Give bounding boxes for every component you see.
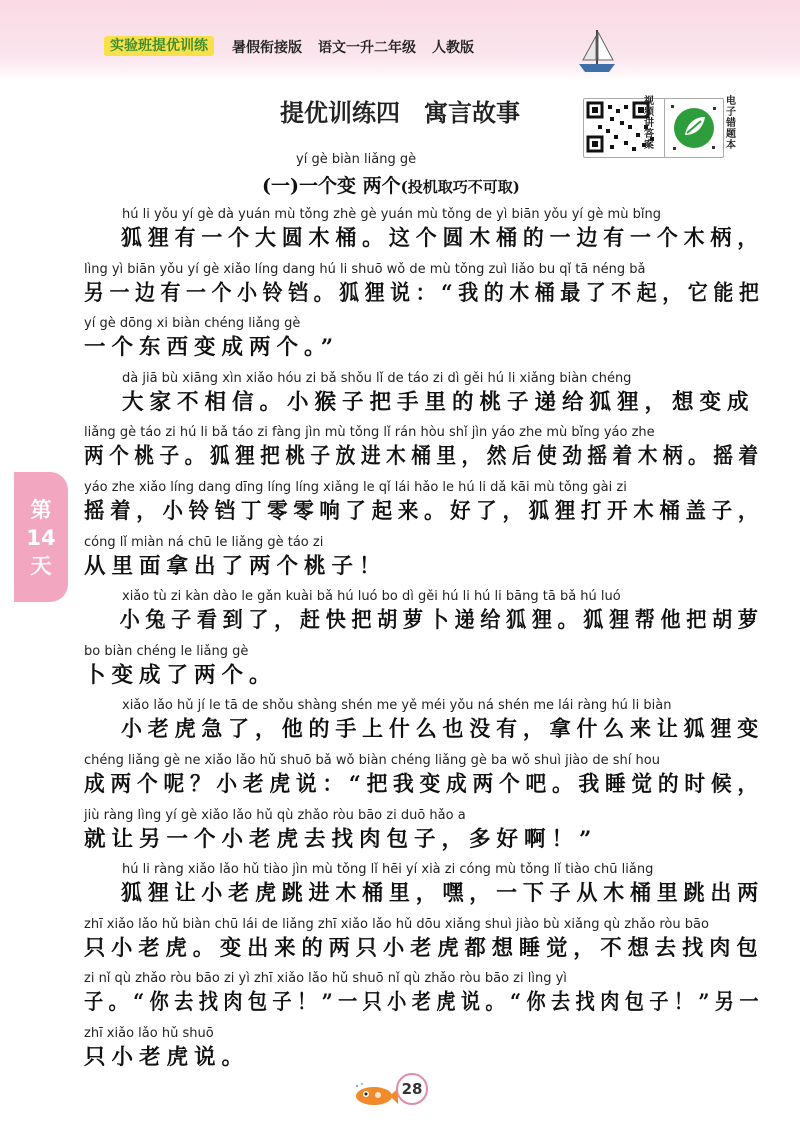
hanzi-line: 就让另一个小老虎去找肉包子，多好啊！”: [84, 826, 598, 852]
sailboat-icon: [575, 28, 619, 74]
pinyin-line: cóng lǐ miàn ná chū le liǎng gè táo zi: [84, 534, 324, 550]
story-line: [84, 479, 764, 527]
hanzi-line: 摇着，小铃铛丁零零响了起来。好了，狐狸打开木桶盖子，: [84, 499, 765, 524]
pinyin-line: hú li ràng xiǎo lǎo hǔ tiào jìn mù tǒng lǐ hēi yí xià zi cóng mù tǒng lǐ tiào chū liǎng: [122, 862, 654, 878]
story-line: [84, 261, 764, 309]
story-subtitle: [262, 171, 520, 198]
series-badge: 实验班提优训练: [104, 36, 214, 56]
pinyin-line: xiǎo lǎo hǔ jí le tā de shǒu shàng shén me yě méi yǒu ná shén me lái ràng hú li biàn: [122, 698, 672, 714]
pinyin-line: chéng liǎng gè ne xiǎo lǎo hǔ shuō bǎ wǒ biàn chéng liǎng gè ba wǒ shuì jiào de shí hou: [84, 753, 660, 768]
page-number: 28: [396, 1073, 428, 1105]
header-edition: 暑假衔接版: [232, 40, 302, 56]
page-title: 提优训练四 寓言故事: [280, 99, 520, 127]
pinyin-line: xiǎo tù zi kàn dào le gǎn kuài bǎ hú luó bo dì gěi hú li hú li bāng tā bǎ hú luó: [122, 589, 621, 605]
subtitle-text: (一)一个变 两个: [262, 175, 401, 197]
hanzi-line: 狐狸有一个大圆木桶。这个圆木桶的一边有一个木柄，: [121, 226, 765, 251]
header-subject: 语文一升二年级: [318, 40, 416, 56]
qr-label-error-book: 电 子 错 题 本: [726, 96, 736, 151]
hanzi-line: 子。“你去找肉包子！”一只小老虎说。“你去找肉包子！”另一: [84, 990, 764, 1016]
pinyin-line: hú li yǒu yí gè dà yuán mù tǒng zhè gè yuán mù tǒng de yì biān yǒu yí gè mù bǐng: [122, 207, 661, 222]
story-line: [84, 315, 764, 363]
green-leaf-icon: [665, 99, 723, 157]
hanzi-line: 狐狸让小老虎跳进木桶里，嘿，一下子从木桶里跳出两: [121, 881, 765, 907]
hanzi-line: 大家不相信。小猴子把手里的桃子递给狐狸，想变成: [122, 389, 755, 415]
story-line: [84, 424, 764, 472]
pinyin-line: dà jiā bù xiāng xìn xiǎo hóu zi bǎ shǒu lǐ de táo zi dì gěi hú li xiǎng biàn chéng: [122, 370, 632, 386]
hanzi-line: 另一边有一个小铃铛。狐狸说：“我的木桶最了不起，它能把: [84, 280, 765, 306]
subtitle-note: (投机取巧不可取): [400, 178, 520, 196]
hanzi-line: 小兔子看到了，赶快把胡萝卜递给狐狸。狐狸帮他把胡萝: [119, 608, 764, 634]
qr-label-video: 视 频 讲 答 案: [644, 96, 654, 151]
story-line: [84, 970, 764, 1018]
story-line: [84, 861, 764, 909]
qr-code-video[interactable]: [583, 98, 671, 158]
story-line: [84, 206, 764, 254]
pinyin-line: yí gè dōng xi biàn chéng liǎng gè: [84, 316, 301, 332]
pinyin-line: bo biàn chéng le liǎng gè: [84, 643, 249, 659]
story-line: [84, 752, 764, 800]
pinyin-line: liǎng gè táo zi hú li bǎ táo zi fàng jìn mù tǒng lǐ rán hòu shǐ jìn yáo zhe mù bǐng yáo zhe: [84, 425, 655, 441]
hanzi-line: 只小老虎说。: [84, 1045, 250, 1070]
pinyin-line: yáo zhe xiǎo líng dang dīng líng líng xiǎng le qǐ lái hǎo le hú li dǎ kāi mù tǒng gài zi: [84, 480, 627, 495]
fish-submarine-icon: [352, 1082, 398, 1108]
hanzi-line: 一个东西变成两个。”: [84, 335, 340, 361]
story-line: [84, 643, 764, 691]
story-line: [84, 1025, 764, 1073]
pinyin-line: zi nǐ qù zhǎo ròu bāo zi yì zhī xiǎo lǎo hǔ shuō nǐ qù zhǎo ròu bāo zi lìng yì: [84, 971, 567, 987]
hanzi-line: 两个桃子。狐狸把桃子放进木桶里，然后使劲摇着木柄。摇着: [84, 444, 764, 470]
qr-code-icon: [584, 99, 670, 157]
hanzi-line: 卜变成了两个。: [84, 662, 277, 688]
hanzi-line: 小老虎急了，他的手上什么也没有，拿什么来让狐狸变: [121, 717, 765, 743]
pinyin-line: lìng yì biān yǒu yí gè xiǎo líng dang hú li shuō wǒ de mù tǒng zuì liǎo bu qǐ tā néng bǎ: [84, 261, 646, 277]
pinyin-line: zhī xiǎo lǎo hǔ biàn chū lái de liǎng zhī xiǎo lǎo hǔ dōu xiǎng shuì jiào bù xiǎng qù zhǎo ròu bāo: [84, 916, 709, 932]
story-line: [84, 807, 764, 855]
story-line: [84, 588, 764, 636]
hanzi-line: 只小老虎。变出来的两只小老虎都想睡觉，不想去找肉包: [84, 935, 764, 961]
pinyin-line: zhī xiǎo lǎo hǔ shuō: [84, 1026, 214, 1041]
header-publisher: 人教版: [432, 40, 474, 56]
day-label: 第 14 天: [26, 498, 56, 578]
subtitle-pinyin: yí gè biàn liǎng gè: [296, 152, 417, 167]
story-line: [84, 697, 764, 745]
story-line: [84, 370, 764, 418]
pinyin-line: jiù ràng lìng yí gè xiǎo lǎo hǔ qù zhǎo ròu bāo zi duō hǎo a: [84, 807, 466, 823]
qr-code-error-book[interactable]: [664, 98, 724, 158]
hanzi-line: 成两个呢？小老虎说：“把我变成两个吧。我睡觉的时候，: [84, 772, 764, 797]
hanzi-line: 从里面拿出了两个桃子！: [84, 553, 387, 579]
story-line: [84, 534, 764, 582]
story-line: [84, 916, 764, 964]
